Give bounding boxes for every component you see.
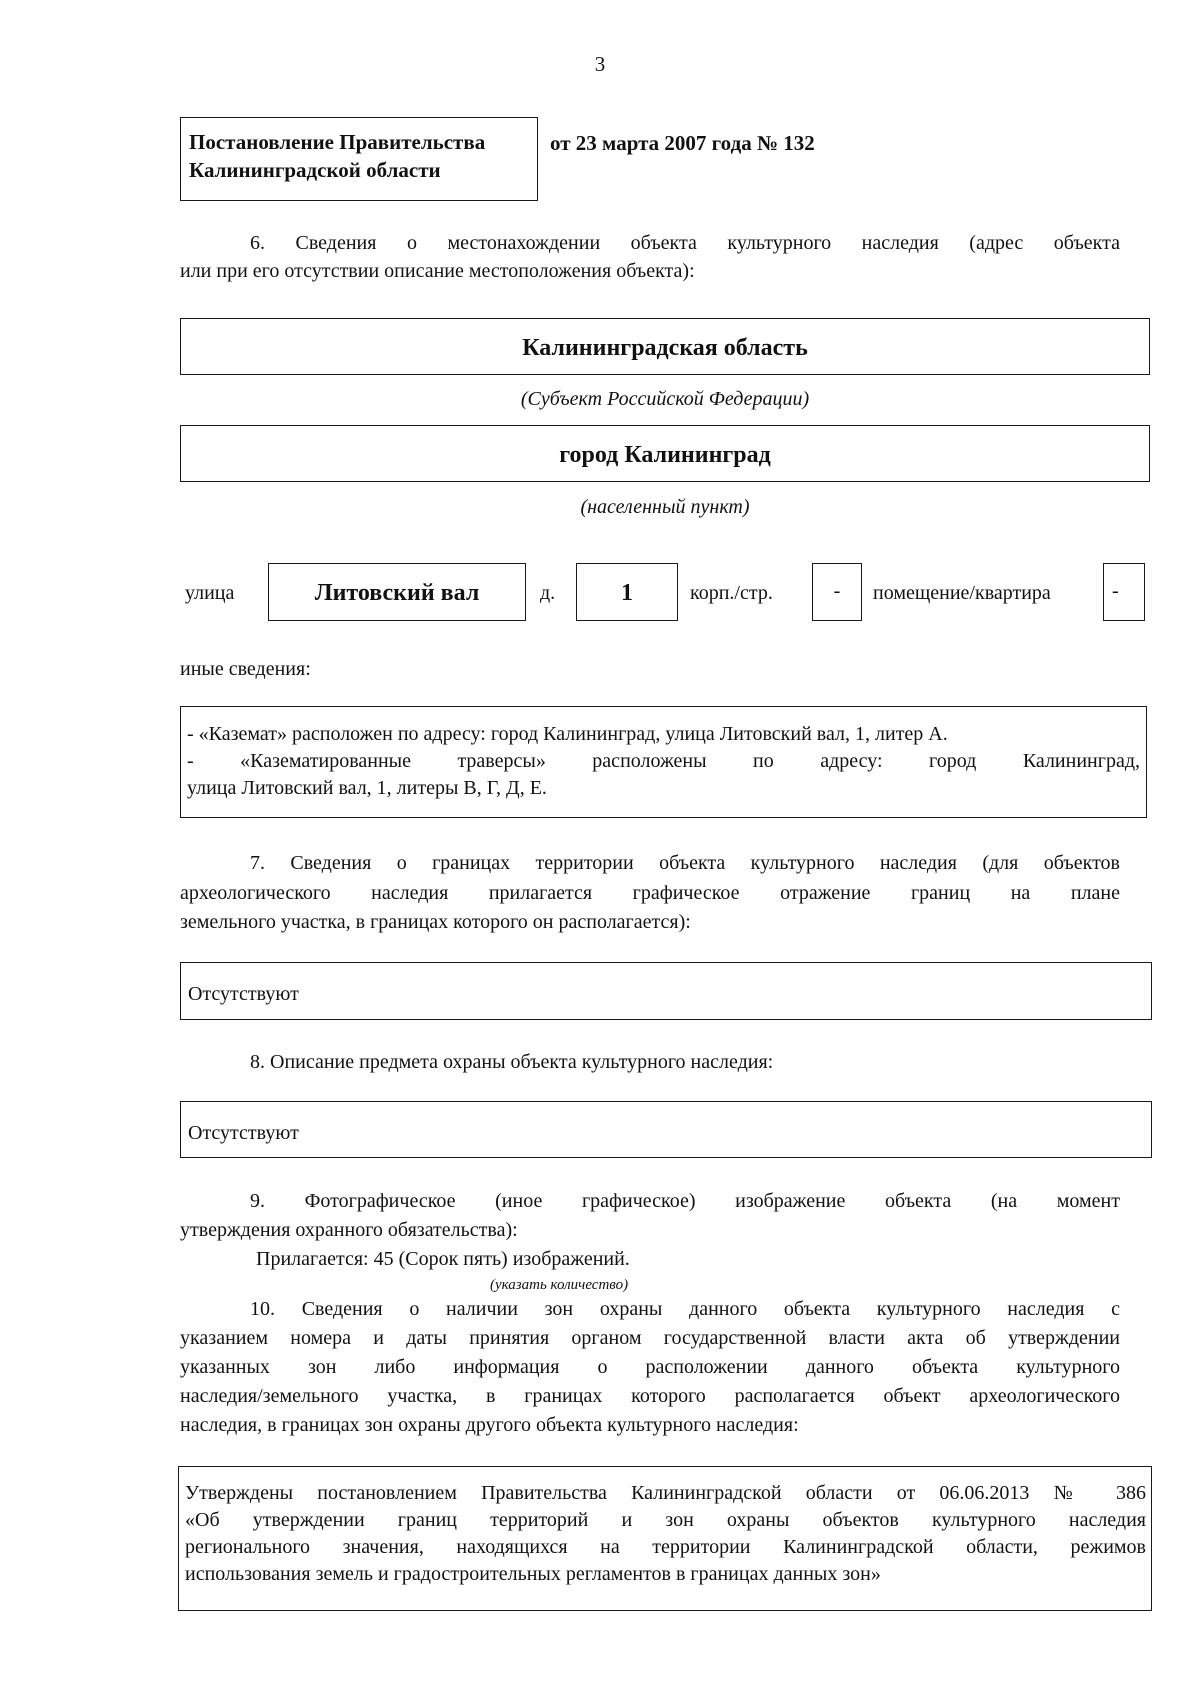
other-info-line1: - «Каземат» расположен по адресу: город Калининград, улица Литовский вал, 1, литер А. <box>187 723 948 745</box>
document-title-line2: Калининградской области <box>189 158 441 183</box>
section10-value-line2: «Об утверждении границ территорий и зон охраны объектов культурного наследия <box>185 1509 1146 1531</box>
section6-line2: или при его отсутствии описание местоположения объекта): <box>180 260 695 282</box>
apartment-label: помещение/квартира <box>873 582 1051 604</box>
section10-line3: указанных зон либо информация о расположении данного объекта культурного <box>180 1356 1120 1378</box>
house-field <box>576 563 678 621</box>
section7-value-box <box>180 962 1152 1020</box>
street-field <box>268 563 526 621</box>
section7-line1: 7. Сведения о границах территории объекта культурного наследия (для объектов <box>250 852 1120 874</box>
building-field <box>812 563 862 621</box>
section10-value-line4: использования земель и градостроительных регламентов в границах данных зон» <box>185 1563 881 1585</box>
other-info-line2: - «Казематированные траверсы» расположены по адресу: город Калининград, <box>187 750 1140 772</box>
apartment-value: - <box>1112 580 1119 602</box>
section10-line5: наследия, в границах зон охраны другого объекта культурного наследия: <box>180 1414 799 1436</box>
section10-line4: наследия/земельного участка, в границах которого располагается объект археологического <box>180 1385 1120 1407</box>
apartment-field <box>1103 563 1145 621</box>
locality-caption: (населенный пункт) <box>580 496 750 518</box>
section7-line2: археологического наследия прилагается графическое отражение границ на плане <box>180 882 1120 904</box>
other-info-line3: улица Литовский вал, 1, литеры В, Г, Д, Е. <box>187 777 547 799</box>
document-title-box <box>180 117 538 201</box>
section9-line1: 9. Фотографическое (иное графическое) изображение объекта (на момент <box>250 1190 1120 1212</box>
building-value: - <box>833 580 841 602</box>
other-info-label: иные сведения: <box>180 658 311 680</box>
street-value: Литовский вал <box>314 580 480 606</box>
building-label: корп./стр. <box>690 582 773 604</box>
section10-value-line1: Утверждены постановлением Правительства Калининградской области от 06.06.2013 № 386 <box>185 1482 1146 1504</box>
document-date: от 23 марта 2007 года № 132 <box>550 131 815 155</box>
section8-value: Отсутствуют <box>188 1122 299 1144</box>
section9-line2: утверждения охранного обязательства): <box>180 1219 518 1241</box>
region-field <box>180 318 1150 375</box>
house-value: 1 <box>621 580 633 606</box>
section7-line3: земельного участка, в границах которого он располагается): <box>180 911 691 933</box>
house-label: д. <box>540 582 556 604</box>
section10-value-line3: регионального значения, находящихся на территории Калининградской области, режимов <box>185 1536 1146 1558</box>
locality-value: город Калининград <box>559 442 771 468</box>
section10-line2: указанием номера и даты принятия органом государственной власти акта об утверждении <box>180 1327 1120 1349</box>
section8-line1: 8. Описание предмета охраны объекта культурного наследия: <box>250 1051 774 1073</box>
section9-caption: (указать количество) <box>490 1277 629 1293</box>
locality-field <box>180 425 1150 482</box>
document-title-line1: Постановление Правительства <box>189 130 486 154</box>
section9-value: Прилагается: 45 (Сорок пять) изображений. <box>256 1248 630 1270</box>
section8-value-box <box>180 1101 1152 1158</box>
section6-line1: 6. Сведения о местонахождении объекта культурного наследия (адрес объекта <box>250 232 1120 254</box>
section10-value-box <box>178 1466 1152 1611</box>
region-caption: (Субъект Российской Федерации) <box>520 388 810 410</box>
street-label: улица <box>185 582 235 604</box>
page-number: 3 <box>594 52 606 76</box>
section10-line1: 10. Сведения о наличии зон охраны данного объекта культурного наследия с <box>250 1298 1120 1320</box>
other-info-box <box>180 706 1147 818</box>
section7-value: Отсутствуют <box>188 983 299 1005</box>
region-value: Калининградская область <box>522 335 808 361</box>
